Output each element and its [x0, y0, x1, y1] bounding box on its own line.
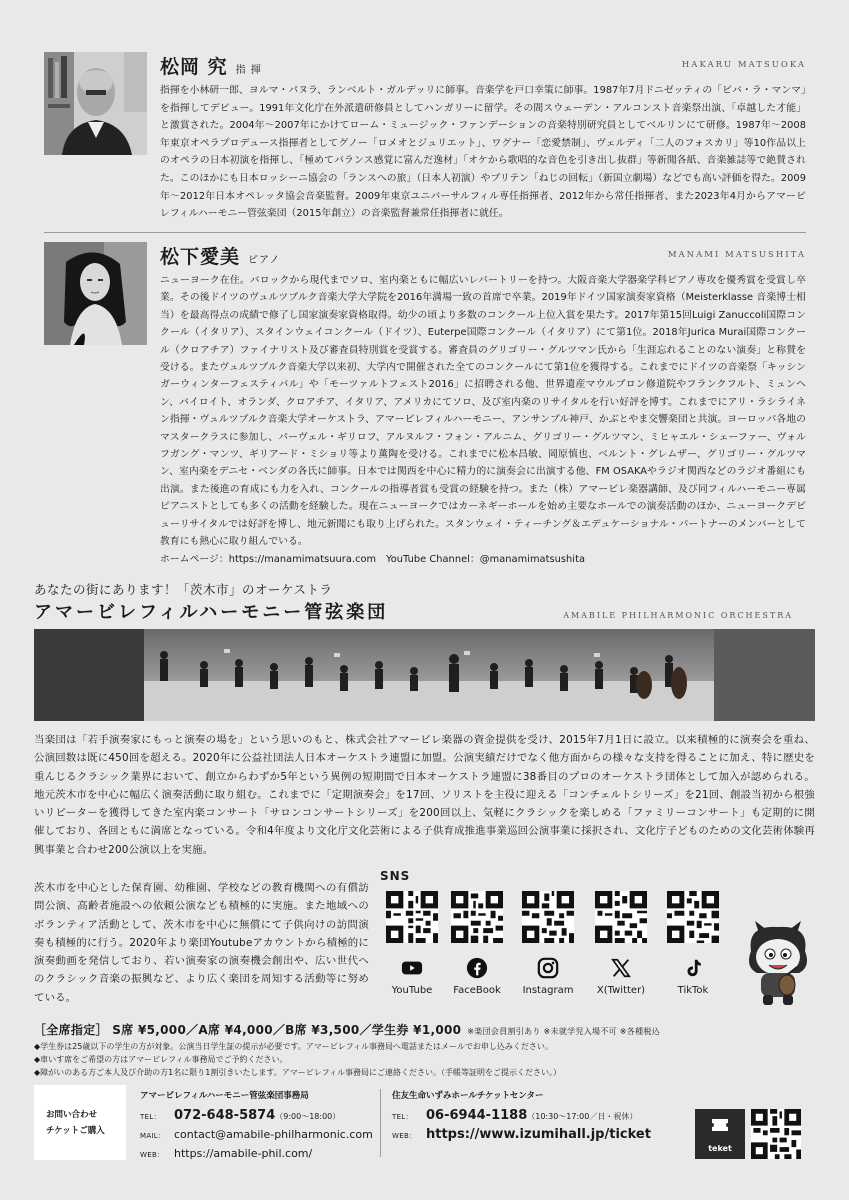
mascot-character-icon	[741, 921, 815, 1007]
teket-label: teket	[708, 1144, 732, 1153]
hall-title: 住友生命いずみホールチケットセンター	[392, 1091, 544, 1101]
sns-facebook[interactable]	[447, 891, 507, 996]
mail-key: MAIL：	[140, 1132, 166, 1140]
tel-key: TEL：	[392, 1113, 413, 1121]
ticket-purchase-label: チケットご購入	[46, 1125, 105, 1136]
contact-section	[34, 1085, 815, 1160]
ticket-notes	[34, 1040, 824, 1079]
pianist-photo	[44, 242, 147, 345]
tel-key: TEL：	[140, 1113, 161, 1121]
orchestra-outreach: 茨木市を中心とした保育園、幼稚園、学校などの教育機関への有償訪問公演、高齢者施設への依頼公演なども積極的に実施。また地域へのボランティア活動として、茨木市を中心に無償にて子供向けの訪問演奏も積極的に行う。2020年より楽団Youtubeアカウントから積極的に演奏動画を発信しており、若い演奏家の演奏機会創出や、広い世代へのクラシック音楽の振興など、より広く楽団を周知する活動等に努めている。	[34, 882, 369, 1004]
conductor-roman-name: HAKARU MATSUOKA	[681, 60, 806, 70]
orchestra-office-contact	[140, 1089, 373, 1164]
sns-instagram[interactable]	[518, 891, 578, 996]
conductor-photo	[44, 52, 147, 155]
office-website-link[interactable]: https://amabile-phil.com/	[174, 1147, 313, 1160]
youtube-icon	[401, 957, 423, 979]
tiktok-icon	[682, 957, 704, 979]
pianist-name: 松下愛美 ピアノ	[160, 246, 281, 268]
sns-x-twitter[interactable]	[591, 891, 651, 996]
conductor-bio: 指揮を小林研一郎、ヨルマ・パヌラ、ランベルト・ガルデッリに師事。音楽学を戸口幸策に師事。1987年7月ドニゼッティの「ビバ・ラ・マンマ」を指揮してデビュー。1991年文化庁在外派遣研修員としてハンガリーに留学。その間スウェーデン・アルコンスト音楽祭出演、「卓越した才能」と激賞された。2004年〜2007年にかけてローム・ミュージック・ファンデーションの音楽特別研究員としてベルリンにて研修。1987年〜2008年東京オペラプロデュース指揮者としてグノー「ロメオとジュリエット」、ワグナー「恋愛禁制」、ヴェルディ「二人のフォスカリ」等10作品以上のオペラの日本初演を指揮し、「極めてバランス感覚に富んだ逸材」「オケから歌唱的な音色を引き出し抜群」等新聞各紙、音楽雑誌等で絶賛された。このほかにも日本ロッシーニ協会の「ランスへの旅」（日本人初演）やブリテン「ねじの回転」（新国立劇場）などでも高い評価を得た。2009年〜2012年日本オペレッタ協会音楽監督。2009年東京ユニバーサルフィル専任指揮者、2012年から常任指揮者、また2023年4月からアマービレフィルハーモニー管弦楽団（2015年創立）の音楽監督兼常任指揮者に就任。	[160, 85, 806, 220]
conductor-profile	[44, 52, 806, 222]
hall-hours: （10:30〜17:00／日・祝休）	[527, 1112, 638, 1121]
instagram-qr-icon[interactable]	[522, 891, 574, 943]
ticket-note: ◆障がいのある方ご本人及び介助の方1名に限り1割引きいたします。アマービレフィル事務局にご連絡ください。（手帳等証明をご提示ください。）	[34, 1068, 562, 1077]
pianist-profile	[44, 242, 806, 565]
web-key: WEB：	[392, 1132, 417, 1140]
sns-label-facebook: FaceBook	[453, 985, 501, 996]
sns-heading: SNS	[380, 869, 411, 883]
hall-phone[interactable]: 06-6944-1188	[426, 1108, 528, 1123]
sns-tiktok[interactable]	[663, 891, 723, 996]
ticket-note: ◆学生券は25歳以下の学生の方が対象。公演当日学生証の提示が必要です。アマービレフィル事務局へ電話またはメールでお申し込みください。	[34, 1042, 553, 1051]
x-twitter-qr-icon[interactable]	[595, 891, 647, 943]
orchestra-roman-name: AMABILE PHILHARMONIC ORCHESTRA	[563, 611, 793, 620]
inquiry-label: お問い合わせ	[46, 1109, 98, 1120]
conductor-name: 松岡 究 指 揮	[160, 56, 262, 78]
orchestra-name: アマービレフィルハーモニー管弦楽団	[34, 602, 389, 623]
hall-ticket-center-contact	[392, 1089, 651, 1145]
web-key: WEB：	[140, 1151, 165, 1159]
orchestra-photo	[34, 629, 815, 721]
ticket-price-note: ※楽団会員割引あり ※未就学児入場不可 ※各種税込	[467, 1027, 660, 1036]
sns-label-x: X(Twitter)	[596, 985, 646, 996]
sns-label-instagram: Instagram	[522, 985, 574, 996]
ticket-icon	[695, 1109, 745, 1139]
teket-logo[interactable]	[695, 1109, 745, 1159]
pianist-roman-name: MANAMI MATSUSHITA	[667, 250, 806, 260]
office-email-link[interactable]: contact@amabile-philharmonic.com	[174, 1128, 373, 1141]
office-phone[interactable]: 072-648-5874	[174, 1108, 276, 1123]
orchestra-tagline: あなたの街にあります！「茨木市」のオーケストラ	[34, 582, 333, 597]
sns-youtube[interactable]	[382, 891, 442, 996]
office-hours: （9:00〜18:00）	[275, 1112, 341, 1121]
tiktok-qr-icon[interactable]	[667, 891, 719, 943]
contact-divider	[380, 1089, 381, 1157]
hall-website-link[interactable]: https://www.izumihall.jp/ticket	[426, 1127, 651, 1142]
sns-label-tiktok: TikTok	[677, 985, 709, 996]
youtube-qr-icon[interactable]	[386, 891, 438, 943]
pianist-homepage: ホームページ：https://manamimatsuura.com YouTube Channel：@manamimatsushita	[160, 553, 586, 565]
orchestra-description: 当楽団は「若手演奏家にもっと演奏の場を」という思いのもと、株式会社アマービレ楽器の資金提供を受け、2015年7月1日に設立。以来積極的に演奏会を重ね、公演回数は既に450回を超える。2020年に公益社団法人日本オーケストラ連盟に加盟。公演実績だけでなく他方面からの様々な支持を得ることに加え、特に歴史を重んじるクラシック業界において、創立からわずか5年という異例の短期間で日本オーケストラ連盟に38番目のプロのオーケストラ団体として加入が認められる。地元茨木市を中心に幅広く演奏活動に取り組む。これまでに「定期演奏会」を17回、ソリストを主役に迎える「コンチェルトシリーズ」を21回、創設当初から根強いリピーターを獲得してきた室内楽コンサート「サロンコンサートシリーズ」を200回以上、気軽にクラシックを楽しめる「ファミリーコンサート」も定期的に開催しており、各回ともに満席となっている。令和4年度より文化庁文化芸術による子供育成推進事業巡回公演事業に採択され、文化庁子どものための文化芸術体験再興事業と合わせ200公演以上を実施。	[34, 734, 815, 856]
pianist-role: ピアノ	[248, 255, 281, 266]
x-icon	[610, 957, 632, 979]
facebook-icon	[466, 957, 488, 979]
pianist-bio: ニューヨーク在住。バロックから現代までソロ、室内楽ともに幅広いレパートリーを持つ。大阪音楽大学器楽学科ピアノ専攻を優秀賞を受賞し卒業。その後ドイツのヴュルツブルク音楽大学大学院を2016年満場一致の首席で卒業。2019年ドイツ国家演奏家資格（Meisterklasse 音楽博士相当）を最高得点の成績で修了し国家演奏家資格取得。幼少の頃より多数のコンクール上位入賞を果たす。2017年第15回Luigi Zanuccoli国際コンクール（イタリア）、スタインウェイコンクール（ドイツ）、Euterpe国際コンクール（イタリア）にて第1位。2018年Jurica Murai国際コンクール（クロアチア）ファイナリスト及び審査員特別賞を受賞する。審査員のグリゴリー・グルツマン氏から「生涯忘れることのない演奏」と称賛を受ける。またヴュルツブルク音楽大学以来初、大学内で開催された全てのコンクールにて第1位を獲得する。これまでにドイツの音楽祭「キッシンガーウィンターフェスティバル」や「モーツァルトフェスト2016」に招聘される他、世界遺産マウルブロン修道院やフランクフルト、ミュンヘン、バイロイト、オランダ、クロアチア、イタリア、アメリカにてソロ、及び室内楽のリサイタルを行い好評を博す。これまでにアリ・ラシライネン指揮・ヴュルツブルク音楽大学オーケストラ、アマービレフィルハーモニー、アンサンブル神戸、かぶとやま交響楽団と共演。ヨーロッパ各地のマスタークラスに参加し、パーヴェル・ギリロフ、アルヌルフ・フォン・アルニム、グリゴリー・グルツマン、ミヒャエル・シェーファー、ヴォルフガング・マンツ、ギリアード・ミショリ等より薫陶を受ける。これまでに松本昌敏、岡原慎也、ベルント・グレムザー、グリゴリー・グルツマン、室内楽をデニセ・ベンダの各氏に師事。日本では関西を中心に精力的に演奏会に出演する他、FM OSAKAやラジオ関西などのラジオ番組にも出演。また後進の育成にも力を入れ、コンクールの指導者賞も受賞の経験を持つ。また（株）アマービレ楽器講師、及び同フィルハーモニー専属ピアニストとしても多くの活動を経験した。現在ニューヨークではカーネギーホールを始め主要なホールでの演奏活動のほか、ニューヨークデビューリサイタルでは好評を博し、地元新聞にも取り上げられた。スタンウェイ・ティーチング＆エデュケーショナル・パートナーのメンバーとして教育にも熱心に取り組んでいる。 ホームページ：https://manamimatsuura.com YouTube Channel：@manamimatsushita	[160, 275, 806, 565]
office-title: アマービレフィルハーモニー管弦楽団事務局	[140, 1091, 309, 1101]
conductor-role: 指 揮	[235, 65, 262, 76]
ticket-note: ◆車いす席をご希望の方はアマービレフィル事務局でご予約ください。	[34, 1055, 288, 1064]
inquiry-label-box	[34, 1085, 126, 1160]
teket-qr-icon[interactable]	[751, 1109, 801, 1159]
instagram-icon	[537, 957, 559, 979]
sns-label-youtube: YouTube	[391, 985, 433, 996]
facebook-qr-icon[interactable]	[451, 891, 503, 943]
ticket-prices: ［全席指定］ S席 ¥5,000／A席 ¥4,000／B席 ¥3,500／学生券 ¥1,000 ※楽団会員割引あり ※未就学児入場不可 ※各種税込	[34, 1023, 660, 1037]
divider	[44, 232, 806, 233]
